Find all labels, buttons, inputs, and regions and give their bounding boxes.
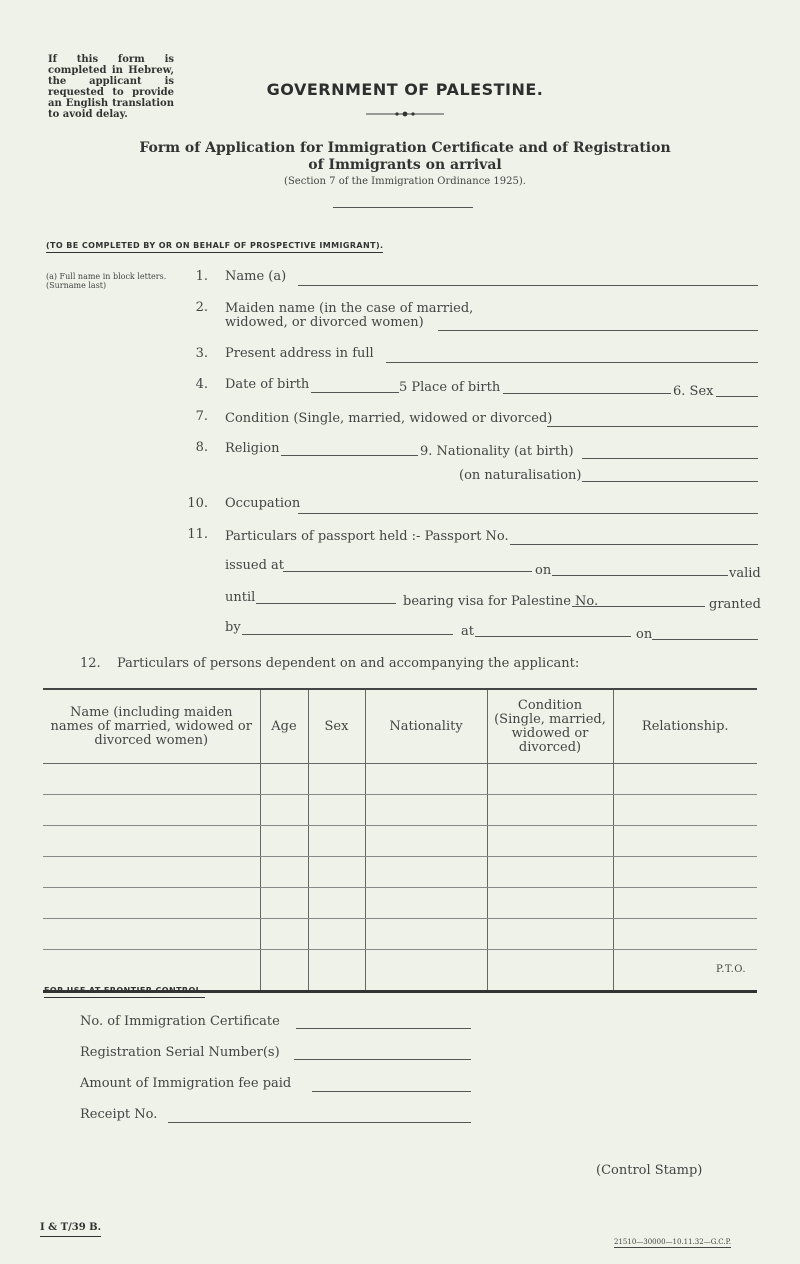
by-label: by [225,620,241,635]
cell-nationality[interactable] [365,888,487,919]
cell-condition[interactable] [487,764,613,795]
name-field[interactable] [298,285,758,286]
form-subtitle: (Section 7 of the Immigration Ordinance 1925). [284,176,526,187]
cell-condition[interactable] [487,888,613,919]
cell-name[interactable] [43,857,260,888]
item-number-7: 7. [195,409,208,424]
sex-field[interactable] [716,396,758,397]
certificate-no-field[interactable] [296,1028,471,1029]
nationality-naturalisation-label: (on naturalisation) [459,468,582,483]
table-row [43,888,757,919]
dependents-table [43,688,757,993]
cell-relationship[interactable] [613,764,757,795]
control-stamp-label: (Control Stamp) [596,1163,703,1178]
until-label: until [225,590,256,605]
item-number-8: 8. [195,440,208,455]
cell-relationship[interactable] [613,857,757,888]
cell-relationship[interactable] [613,826,757,857]
col-header-relationship: Relationship. [613,689,757,764]
item-number-3: 3. [195,346,208,361]
item-number-12: 12. [80,656,101,671]
pob-label: 5 Place of birth [399,380,501,395]
cell-age[interactable] [260,764,308,795]
cell-condition[interactable] [487,826,613,857]
col-header-sex: Sex [308,689,365,764]
nationality-naturalisation-field[interactable] [582,481,758,482]
until-field[interactable] [256,603,396,604]
serial-number-field[interactable] [294,1059,471,1060]
issued-at-label: issued at [225,558,284,573]
dob-field[interactable] [311,392,399,393]
nationality-birth-field[interactable] [582,458,758,459]
visa-no-field[interactable] [572,606,705,607]
table-row [43,919,757,950]
table-row [43,826,757,857]
occupation-label: Occupation [225,496,301,511]
sex-label: 6. Sex [673,384,714,399]
cell-nationality[interactable] [365,795,487,826]
cell-nationality[interactable] [365,919,487,950]
col-header-condition: Condition (Single, married, widowed or divorced) [487,689,613,764]
cell-name[interactable] [43,888,260,919]
table-row [43,795,757,826]
cell-nationality[interactable] [365,764,487,795]
cell-condition[interactable] [487,795,613,826]
pto-label: P.T.O. [716,964,747,975]
valid-label: valid [729,566,761,581]
issued-at-field[interactable] [283,571,532,572]
religion-field[interactable] [281,455,418,456]
cell-sex[interactable] [308,888,365,919]
cell-age[interactable] [260,795,308,826]
granted-on-label: on [636,627,653,642]
cell-name[interactable] [43,795,260,826]
cell-relationship[interactable] [613,795,757,826]
form-title [120,140,690,174]
cell-name[interactable] [43,919,260,950]
passport-no-field[interactable] [510,544,758,545]
passport-label: Particulars of passport held :- Passport No. [225,529,509,544]
item-number-2: 2. [195,300,208,315]
col-header-nationality: Nationality [365,689,487,764]
name-label: Name (a) [225,269,287,284]
condition-label: Condition (Single, married, widowed or divorced) [225,411,553,426]
serial-number-label: Registration Serial Number(s) [80,1045,280,1060]
dob-label: Date of birth [225,377,310,392]
table-header-row [43,689,757,764]
item-number-4: 4. [195,377,208,392]
col-header-age: Age [260,689,308,764]
pob-field[interactable] [503,393,671,394]
address-field[interactable] [386,362,758,363]
cell-sex[interactable] [308,950,365,992]
form-code: I & T/39 B. [40,1222,101,1237]
maiden-name-label-line2: widowed, or divorced women) [225,315,424,330]
granted-on-field[interactable] [652,639,758,640]
cell-age[interactable] [260,950,308,992]
cell-condition[interactable] [487,919,613,950]
cell-sex[interactable] [308,764,365,795]
cell-condition[interactable] [487,950,613,992]
section-prospective-immigrant-heading: (TO BE COMPLETED BY OR ON BEHALF OF PROSPECTIVE IMMIGRANT). [46,241,383,253]
cell-condition[interactable] [487,857,613,888]
item-number-1: 1. [195,269,208,284]
nationality-birth-label: 9. Nationality (at birth) [420,444,574,459]
cell-nationality[interactable] [365,826,487,857]
fee-paid-field[interactable] [312,1091,471,1092]
condition-field[interactable] [547,426,758,427]
granted-label: granted [709,597,761,612]
at-label: at [461,624,474,639]
cell-nationality[interactable] [365,950,487,992]
cell-relationship[interactable] [613,919,757,950]
maiden-name-field[interactable] [438,330,758,331]
issued-on-label: on [535,563,552,578]
title-divider [333,207,473,208]
cell-age[interactable] [260,888,308,919]
dependents-label: Particulars of persons dependent on and accompanying the applicant: [117,656,580,671]
cell-age[interactable] [260,826,308,857]
receipt-no-label: Receipt No. [80,1107,158,1122]
government-title: GOVERNMENT OF PALESTINE. [266,80,544,99]
cell-relationship[interactable] [613,888,757,919]
frontier-control-heading: FOR USE AT FRONTIER CONTROL. [44,986,205,998]
form-title-line2: of Immigrants on arrival [308,157,502,173]
table-row [43,857,757,888]
language-note: If this form is completed in Hebrew, the applicant is requested to provide an English translation to avoid delay. [48,54,174,120]
cell-name[interactable] [43,826,260,857]
cell-age[interactable] [260,857,308,888]
certificate-no-label: No. of Immigration Certificate [80,1014,280,1029]
cell-sex[interactable] [308,857,365,888]
cell-sex[interactable] [308,826,365,857]
title-ornament-icon [366,108,444,120]
cell-nationality[interactable] [365,857,487,888]
table-row [43,764,757,795]
fee-paid-label: Amount of Immigration fee paid [80,1076,292,1091]
issued-on-field[interactable] [552,575,728,576]
item-number-11: 11. [187,527,208,542]
granted-at-field[interactable] [475,636,631,637]
maiden-name-label-line1: Maiden name (in the case of married, [225,301,474,316]
cell-sex[interactable] [308,795,365,826]
item-number-10: 10. [187,496,208,511]
religion-label: Religion [225,441,280,456]
form-title-line1: Form of Application for Immigration Certificate and of Registration [139,140,671,156]
visa-label: bearing visa for Palestine No. [403,594,599,609]
cell-name[interactable] [43,764,260,795]
printer-code: 21510—30000—10.11.32—G.C.P. [614,1238,732,1246]
address-label: Present address in full [225,346,374,361]
col-header-name: Name (including maiden names of married, widowed or divorced women) [43,689,260,764]
cell-sex[interactable] [308,919,365,950]
margin-note-block-letters: (a) Full name in block letters. (Surname last) [46,272,167,290]
cell-age[interactable] [260,919,308,950]
receipt-no-field[interactable] [168,1122,471,1123]
granted-by-field[interactable] [242,634,453,635]
occupation-field[interactable] [298,513,758,514]
